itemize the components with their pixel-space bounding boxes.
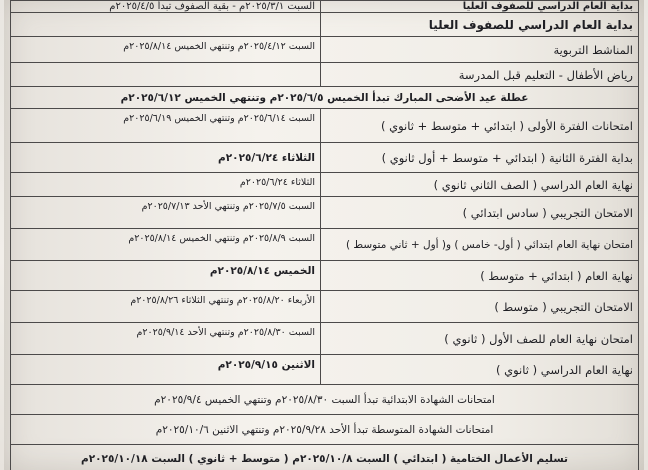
table-row — [11, 415, 639, 445]
event-cell: بداية العام الدراسي للصفوف العليا — [321, 13, 639, 37]
table-row — [11, 143, 639, 173]
table-row — [11, 63, 639, 87]
table-row — [11, 197, 639, 229]
date-cell — [11, 13, 321, 37]
date-cell: السبت ٢٠٢٥/٤/١٢م وتنتهي الخميس ٢٠٢٥/٨/١٤م — [11, 37, 321, 63]
event-cell: نهاية العام الدراسي ( ثانوي ) — [321, 355, 639, 385]
event-cell: الامتحان التجريبي ( سادس ابتدائي ) — [321, 197, 639, 229]
table-row — [11, 385, 639, 415]
table-row — [11, 261, 639, 291]
date-cell: الأربعاء ٢٠٢٥/٨/٢٠م وتنتهي الثلاثاء ٢٠٢٥/٨/٢٦م — [11, 291, 321, 323]
table-row — [11, 229, 639, 261]
event-cell: نهاية العام ( ابتدائي + متوسط ) — [321, 261, 639, 291]
table-row — [11, 87, 639, 109]
date-cell: السبت ٢٠٢٥/٦/١٤م وتنتهي الخميس ٢٠٢٥/٦/١٩م — [11, 109, 321, 143]
event-cell: نهاية العام الدراسي ( الصف الثاني ثانوي ) — [321, 173, 639, 197]
event-cell: رياض الأطفال - التعليم قبل المدرسة — [321, 63, 639, 87]
date-cell: السبت ٢٠٢٥/٨/٣٠م وتنتهي الأحد ٢٠٢٥/٩/١٤م — [11, 323, 321, 355]
table-row — [11, 291, 639, 323]
primary-certificate-row: امتحانات الشهادة الابتدائية تبدأ السبت ٢٠٢٥/٨/٣٠م وتنتهي الخميس ٢٠٢٥/٩/٤م — [11, 385, 639, 415]
event-cell: بداية الفترة الثانية ( ابتدائي + متوسط + أول ثانوي ) — [321, 143, 639, 173]
table-row — [11, 1, 639, 13]
date-cell: السبت ٢٠٢٥/٧/٥م وتنتهي الأحد ٢٠٢٥/٧/١٣م — [11, 197, 321, 229]
date-cell — [11, 63, 321, 87]
event-cell: امتحان نهاية العام ابتدائي ( أول- خامس ) و( أول + ثاني متوسط ) — [321, 229, 639, 261]
event-cell: امتحانات الفترة الأولى ( ابتدائي + متوسط + ثانوي ) — [321, 109, 639, 143]
intermediate-certificate-row: امتحانات الشهادة المتوسطة تبدأ الأحد ٢٠٢٥/٩/٢٨م وتنتهي الاثنين ٢٠٢٥/١٠/٦م — [11, 415, 639, 445]
event-cell: امتحان نهاية العام للصف الأول ( ثانوي ) — [321, 323, 639, 355]
school-calendar-table — [10, 0, 639, 470]
date-cell: الثلاثاء ٢٠٢٥/٦/٢٤م — [11, 143, 321, 173]
table-row — [11, 323, 639, 355]
table-row — [11, 355, 639, 385]
table-row — [11, 109, 639, 143]
final-work-submission-row: تسليم الأعمال الختامية ( ابتدائي ) السبت ٢٠٢٥/١٠/٨م ( متوسط + ثانوي ) السبت ٢٠٢٥/١٠/١٨م — [11, 445, 639, 470]
table-row — [11, 37, 639, 63]
holiday-row: عطلة عيد الأضحى المبارك تبدأ الخميس ٢٠٢٥/٦/٥م وتنتهي الخميس ٢٠٢٥/٦/١٢م — [11, 87, 639, 109]
date-cell: السبت ٢٠٢٥/٨/٩م وتنتهي الخميس ٢٠٢٥/٨/١٤م — [11, 229, 321, 261]
event-cell: الامتحان التجريبي ( متوسط ) — [321, 291, 639, 323]
date-cell: الخميس ٢٠٢٥/٨/١٤م — [11, 261, 321, 291]
date-cell: الثلاثاء ٢٠٢٥/٦/٢٤م — [11, 173, 321, 197]
event-cell: المناشط التربوية — [321, 37, 639, 63]
date-cell: الاثنين ٢٠٢٥/٩/١٥م — [11, 355, 321, 385]
table-row — [11, 13, 639, 37]
table-row — [11, 173, 639, 197]
event-cell: بداية العام الدراسي للصفوف العليا — [321, 1, 639, 13]
date-cell: السبت ٢٠٢٥/٣/١م - بقية الصفوف تبدأ ٢٠٢٥/٤/٥م — [11, 1, 321, 13]
table-row — [11, 445, 639, 470]
